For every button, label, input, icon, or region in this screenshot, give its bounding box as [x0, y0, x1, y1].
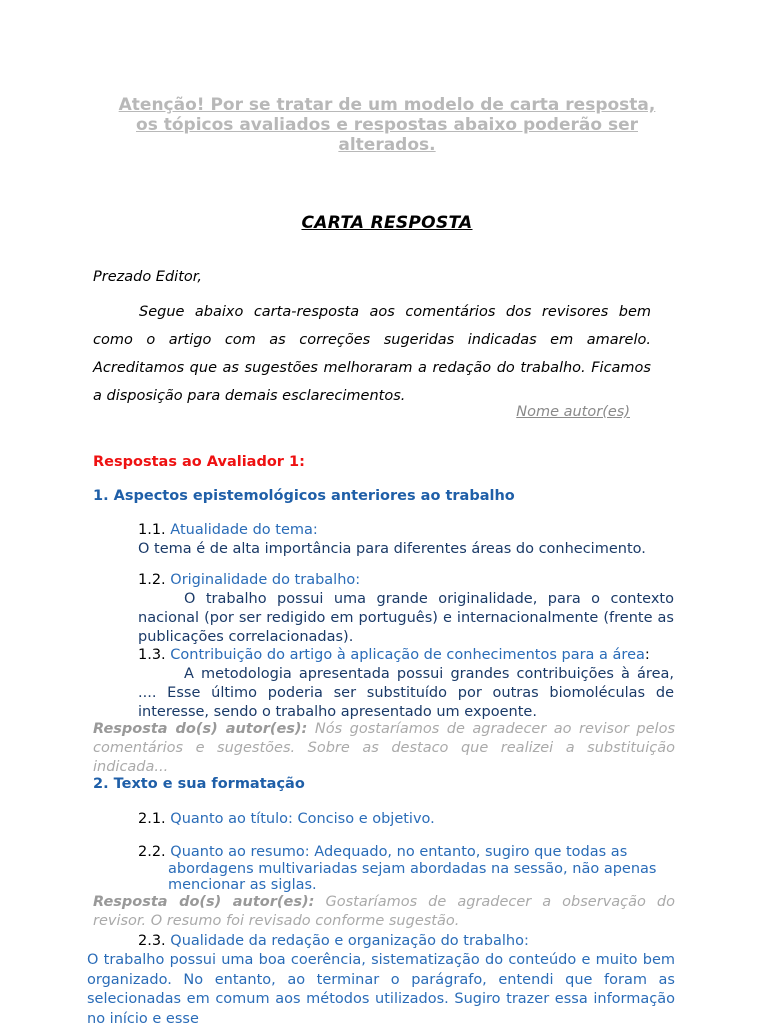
reply-2-prefix: Resposta do(s) autor(es): — [93, 894, 315, 910]
template-notice — [90, 95, 684, 155]
item-2-2-line-2: abordagens multivariadas sejam abordadas na sessão, não apenas — [168, 860, 657, 877]
item-1-2-text: O trabalho possui uma grande originalidade, para o contexto nacional (por ser redigido em português) e internacionalmente (frente as publicações correlacionadas). — [138, 591, 674, 645]
item-1-3-colon: : — [644, 647, 650, 663]
item-2-2 — [138, 844, 674, 894]
letter-title: CARTA RESPOSTA — [301, 213, 473, 233]
item-2-3 — [138, 932, 674, 951]
item-2-2-number: 2.2. — [138, 844, 166, 860]
item-1-2-label: Originalidade do trabalho: — [170, 572, 361, 588]
item-1-3-text: A metodologia apresentada possui grandes contribuições à área, .... Esse último poderia ser substituído por outras biomoléculas de interesse, sendo o trabalho apresentado um expoente. — [138, 666, 674, 720]
notice-line-3: alterados. — [338, 135, 436, 155]
item-1-3 — [138, 646, 674, 722]
section-2-author-reply — [93, 893, 675, 931]
item-1-1-text: O tema é de alta importância para diferentes áreas do conhecimento. — [138, 541, 646, 557]
item-2-2-line-3: mencionar as siglas. — [168, 877, 317, 893]
salutation: Prezado Editor, — [93, 269, 202, 285]
item-1-3-label: Contribuição do artigo à aplicação de conhecimentos para a área — [170, 647, 645, 663]
item-2-3-text: O trabalho possui uma boa coerência, sistematização do conteúdo e muito bem organizado. No entanto, ao terminar o parágrafo, entendi que foram as selecionadas em comum aos métodos utilizados. Sugiro trazer essa informação no início e esse — [87, 952, 675, 1027]
notice-line-1: Atenção! Por se tratar de um modelo de carta resposta, — [118, 95, 656, 115]
author-placeholder: Nome autor(es) — [516, 404, 630, 420]
section-1-heading: 1. Aspectos epistemológicos anteriores ao trabalho — [93, 488, 515, 504]
item-1-1 — [138, 521, 674, 559]
reply-1-text: Nós gostaríamos de agradecer ao revisor pelos comentários e sugestões. Sobre as destaco que realizei a substituição indicada... — [93, 721, 676, 775]
reply-2-text: Gostaríamos de agradecer a observação do revisor. O resumo foi revisado conforme sugestão. — [93, 894, 675, 929]
reviewer-heading: Respostas ao Avaliador 1: — [93, 454, 305, 470]
item-2-1-number: 2.1. — [138, 811, 166, 827]
item-2-1 — [138, 810, 674, 829]
item-1-1-label: Atualidade do tema: — [170, 522, 318, 538]
notice-line-2: os tópicos avaliados e respostas abaixo poderão ser — [136, 115, 638, 135]
item-2-3-number: 2.3. — [138, 933, 166, 949]
section-1-author-reply — [93, 720, 675, 777]
section-2-heading: 2. Texto e sua formatação — [93, 776, 305, 792]
item-2-2-line-1: Quanto ao resumo: Adequado, no entanto, sugiro que todas as — [170, 844, 628, 860]
item-1-1-number: 1.1. — [138, 522, 166, 538]
item-1-3-number: 1.3. — [138, 647, 166, 663]
item-1-2-number: 1.2. — [138, 572, 166, 588]
intro-paragraph: Segue abaixo carta-resposta aos comentários dos revisores bem como o artigo com as correções sugeridas indicadas em amarelo. Acreditamos que as sugestões melhoraram a redação do trabalho. Ficamos a disposição para demais esclarecimentos. — [93, 304, 651, 404]
item-2-3-label: Qualidade da redação e organização do trabalho: — [170, 933, 529, 949]
item-1-2 — [138, 571, 674, 647]
reply-1-prefix: Resposta do(s) autor(es): — [93, 721, 308, 737]
item-2-1-text: Quanto ao título: Conciso e objetivo. — [170, 811, 435, 827]
